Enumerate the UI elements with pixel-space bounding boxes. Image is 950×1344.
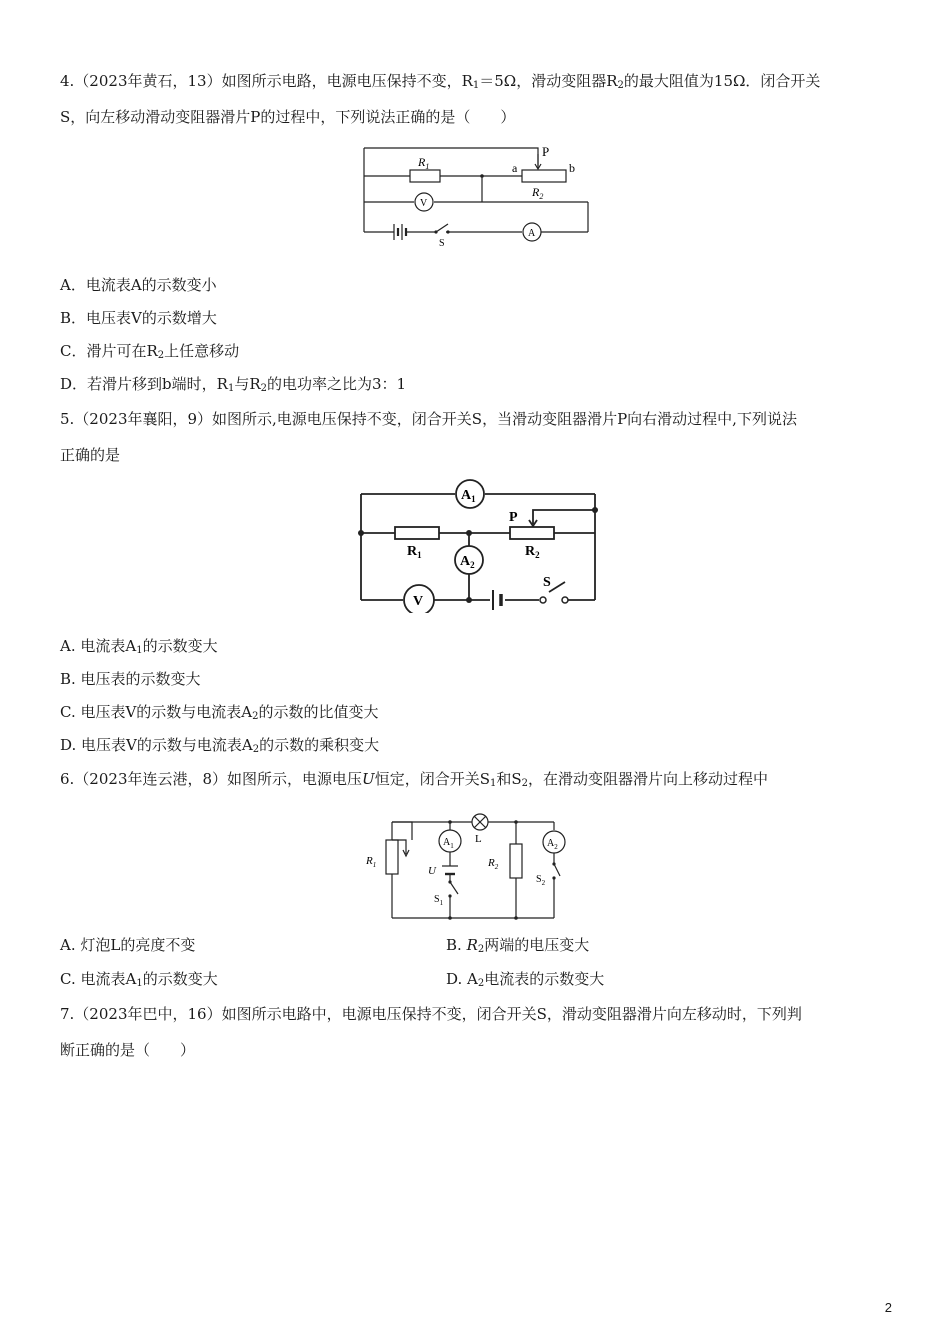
- q5-option-d[interactable]: D. 电压表V的示数与电流表$A_2$的示数的乘积变大: [60, 736, 380, 755]
- q6-fig-s1-label: $S_1$: [434, 894, 444, 907]
- q5-fig-a1-label: $A_1$: [461, 488, 476, 504]
- q4-fig-ammeter-label: A: [528, 228, 536, 239]
- q5-fig-r2-label: $R_2$: [525, 544, 540, 560]
- page-number: 2: [884, 1300, 892, 1315]
- q6-fig-lamp-label: L: [475, 833, 482, 845]
- q5-fig-a2-label: $A_2$: [460, 554, 475, 570]
- q4-fig-b-label: b: [569, 161, 575, 175]
- q5-fig-r1-label: $R_1$: [407, 544, 422, 560]
- q5-circuit-diagram: [355, 478, 605, 613]
- q5-option-c[interactable]: C. 电压表V的示数与电流表$A_2$的示数的比值变大: [60, 703, 379, 722]
- q4-fig-r1-label: $R_1$: [418, 155, 430, 171]
- q4-option-a[interactable]: A．电流表A的示数变小: [60, 276, 217, 294]
- q4-option-c[interactable]: C．滑片可在$R_2$上任意移动: [60, 342, 240, 361]
- q4-fig-r2-label: $R_2$: [532, 185, 544, 201]
- q4-fig-a-label: a: [512, 161, 518, 175]
- q4-fig-voltmeter-label: V: [420, 198, 428, 209]
- q4-fig-p-label: P: [542, 144, 550, 159]
- q7-stem-line1: 7.（2023年巴中，16）如图所示电路中，电源电压保持不变，闭合开关S，滑动变阻器滑片向左移动时，下列判: [60, 1005, 802, 1023]
- q5-stem-line1: 5.（2023年襄阳，9）如图所示,电源电压保持不变，闭合开关S，当滑动变阻器滑片P向右滑动过程中,下列说法: [60, 410, 797, 428]
- q4-fig-switch-label: S: [439, 238, 445, 248]
- q6-option-a[interactable]: A. 灯泡L的亮度不变: [60, 936, 196, 954]
- q5-option-a[interactable]: A. 电流表$A_1$的示数变大: [60, 637, 218, 656]
- q4-stem-line2: S，向左移动滑动变阻器滑片P的过程中，下列说法正确的是（ ）: [60, 108, 516, 126]
- q5-stem-line2: 正确的是: [60, 446, 121, 464]
- q6-fig-r2-label: $R_2$: [488, 857, 499, 871]
- q5-option-b[interactable]: B. 电压表的示数变大: [60, 670, 201, 688]
- q6-fig-a1-label: $A_1$: [443, 837, 454, 850]
- q5-fig-p-label: P: [509, 510, 518, 525]
- q6-option-b[interactable]: B. $R_2$两端的电压变大: [446, 936, 590, 955]
- q6-fig-u-label: U: [428, 865, 436, 877]
- q4-option-d[interactable]: D．若滑片移到b端时，$R_1$与$R_2$的电功率之比为3：1: [60, 375, 407, 394]
- q6-fig-s2-label: $S_2$: [536, 874, 546, 887]
- q5-fig-voltmeter-label: V: [413, 594, 424, 609]
- q6-fig-r1-label: $R_1$: [366, 855, 377, 869]
- q6-option-d[interactable]: D. $A_2$电流表的示数变大: [446, 970, 605, 989]
- q7-stem-line2: 断正确的是（ ）: [60, 1041, 196, 1059]
- q5-fig-switch-label: S: [543, 575, 551, 590]
- q6-option-c[interactable]: C. 电流表$A_1$的示数变大: [60, 970, 218, 989]
- q4-stem-line1: 4.（2023年黄石，13）如图所示电路，电源电压保持不变，$R_1=5\Omega$，滑动变阻器$R_2$的最大阻值为15Ω．闭合开关: [60, 72, 821, 91]
- q6-stem: 6.（2023年连云港，8）如图所示，电源电压U恒定，闭合开关$S_1$和$S_2$，在滑动变阻器滑片向上移动过程中: [60, 770, 769, 789]
- q6-fig-a2-label: $A_2$: [547, 838, 558, 851]
- q4-circuit-diagram: [360, 140, 592, 248]
- q6-circuit-diagram: [362, 800, 584, 924]
- q4-option-b[interactable]: B．电压表V的示数增大: [60, 309, 217, 327]
